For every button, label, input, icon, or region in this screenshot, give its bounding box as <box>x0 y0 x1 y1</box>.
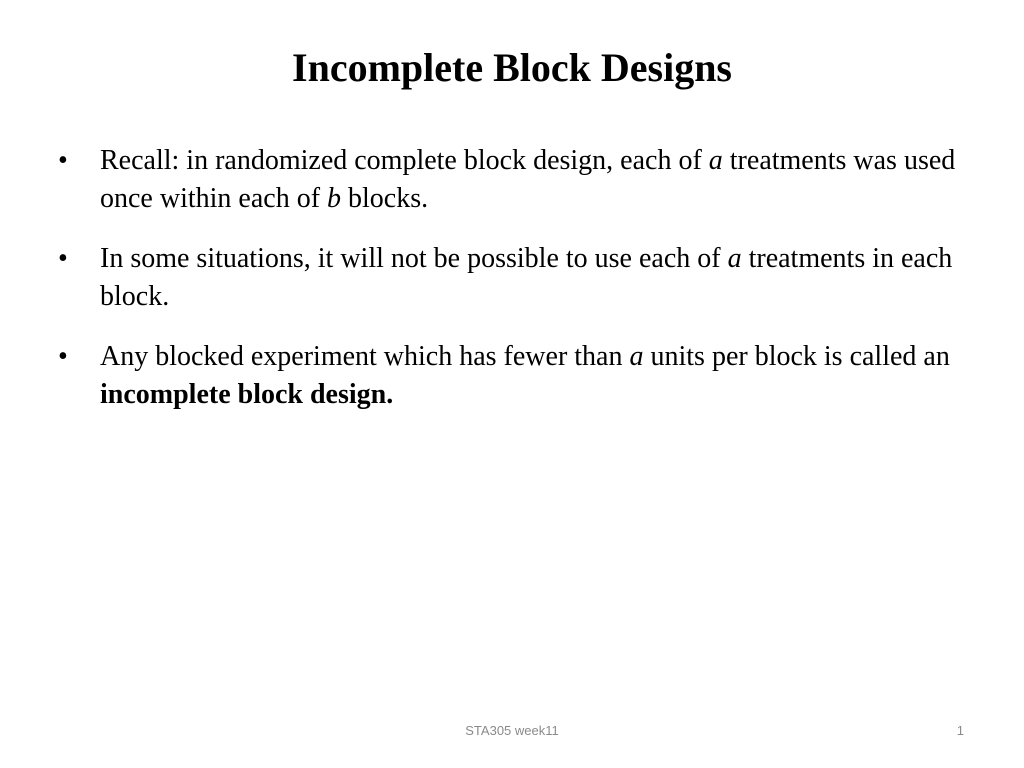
bullet-item <box>58 142 978 218</box>
bullet-text-run: treatments in each block. <box>100 243 953 312</box>
bullet-text-run: In some situations, it will not be possible to use each of <box>100 243 728 274</box>
bullet-marker: • <box>58 145 68 176</box>
bullet-text-italic: b <box>327 183 342 214</box>
bullet-text-italic: a <box>708 145 723 176</box>
footer-page-number: 1 <box>956 723 964 738</box>
bullet-marker: • <box>58 341 68 372</box>
bullet-text-run: units per block is called an <box>643 341 950 372</box>
bullet-text-bold: incomplete block design. <box>100 379 394 410</box>
bullet-text-italic: a <box>629 341 644 372</box>
bullet-text <box>100 145 955 214</box>
bullet-list <box>58 142 978 436</box>
bullet-text-run: treatments was used once within each of <box>100 145 956 214</box>
footer-course-label: STA305 week11 <box>465 723 559 738</box>
slide-title: Incomplete Block Designs <box>292 45 732 90</box>
bullet-text-run: blocks. <box>341 183 429 214</box>
bullet-text-italic: a <box>727 243 742 274</box>
bullet-text <box>100 341 950 410</box>
bullet-marker: • <box>58 243 68 274</box>
bullet-text-run: Any blocked experiment which has fewer than <box>100 341 630 372</box>
bullet-text-run: Recall: in randomized complete block design, each of <box>100 145 709 176</box>
bullet-item <box>58 240 978 316</box>
bullet-text <box>100 243 952 312</box>
bullet-item <box>58 338 978 414</box>
